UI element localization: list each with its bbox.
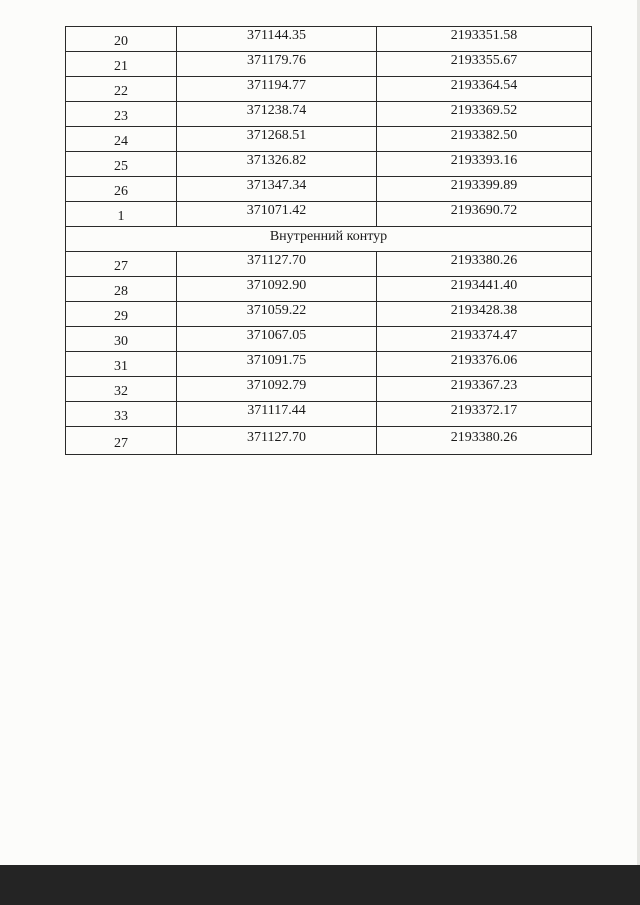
y-coordinate: 2193382.50 [377, 127, 592, 152]
point-number: 22 [66, 77, 177, 102]
point-number: 1 [66, 202, 177, 227]
point-number: 24 [66, 127, 177, 152]
y-coordinate: 2193374.47 [377, 327, 592, 352]
table-row [66, 327, 592, 352]
y-coordinate: 2193372.17 [377, 402, 592, 427]
table-row [66, 77, 592, 102]
x-coordinate: 371092.90 [177, 277, 377, 302]
table-row [66, 352, 592, 377]
table-row [66, 252, 592, 277]
table-row [66, 427, 592, 455]
point-number: 30 [66, 327, 177, 352]
table-row [66, 277, 592, 302]
point-number: 27 [66, 252, 177, 277]
point-number: 25 [66, 152, 177, 177]
y-coordinate: 2193364.54 [377, 77, 592, 102]
table-row [66, 152, 592, 177]
table-row [66, 52, 592, 77]
x-coordinate: 371067.05 [177, 327, 377, 352]
table-row [66, 102, 592, 127]
section-label: Внутренний контур [66, 227, 592, 252]
point-number: 31 [66, 352, 177, 377]
point-number: 26 [66, 177, 177, 202]
x-coordinate: 371268.51 [177, 127, 377, 152]
y-coordinate: 2193393.16 [377, 152, 592, 177]
table-row [66, 377, 592, 402]
x-coordinate: 371127.70 [177, 427, 377, 455]
point-number: 32 [66, 377, 177, 402]
point-number: 28 [66, 277, 177, 302]
x-coordinate: 371117.44 [177, 402, 377, 427]
point-number: 21 [66, 52, 177, 77]
y-coordinate: 2193380.26 [377, 427, 592, 455]
y-coordinate: 2193351.58 [377, 27, 592, 52]
point-number: 23 [66, 102, 177, 127]
y-coordinate: 2193376.06 [377, 352, 592, 377]
coordinates-table [65, 26, 592, 455]
table-row [66, 402, 592, 427]
point-number: 20 [66, 27, 177, 52]
table-row [66, 302, 592, 327]
y-coordinate: 2193367.23 [377, 377, 592, 402]
x-coordinate: 371194.77 [177, 77, 377, 102]
x-coordinate: 371238.74 [177, 102, 377, 127]
y-coordinate: 2193441.40 [377, 277, 592, 302]
y-coordinate: 2193369.52 [377, 102, 592, 127]
x-coordinate: 371071.42 [177, 202, 377, 227]
x-coordinate: 371092.79 [177, 377, 377, 402]
y-coordinate: 2193399.89 [377, 177, 592, 202]
scanner-background [0, 865, 640, 905]
table-row [66, 27, 592, 52]
y-coordinate: 2193355.67 [377, 52, 592, 77]
point-number: 29 [66, 302, 177, 327]
x-coordinate: 371144.35 [177, 27, 377, 52]
x-coordinate: 371326.82 [177, 152, 377, 177]
table-row [66, 177, 592, 202]
x-coordinate: 371059.22 [177, 302, 377, 327]
x-coordinate: 371347.34 [177, 177, 377, 202]
section-row [66, 227, 592, 252]
x-coordinate: 371127.70 [177, 252, 377, 277]
y-coordinate: 2193380.26 [377, 252, 592, 277]
x-coordinate: 371091.75 [177, 352, 377, 377]
y-coordinate: 2193690.72 [377, 202, 592, 227]
table-row [66, 202, 592, 227]
point-number: 27 [66, 427, 177, 455]
x-coordinate: 371179.76 [177, 52, 377, 77]
point-number: 33 [66, 402, 177, 427]
y-coordinate: 2193428.38 [377, 302, 592, 327]
table-row [66, 127, 592, 152]
